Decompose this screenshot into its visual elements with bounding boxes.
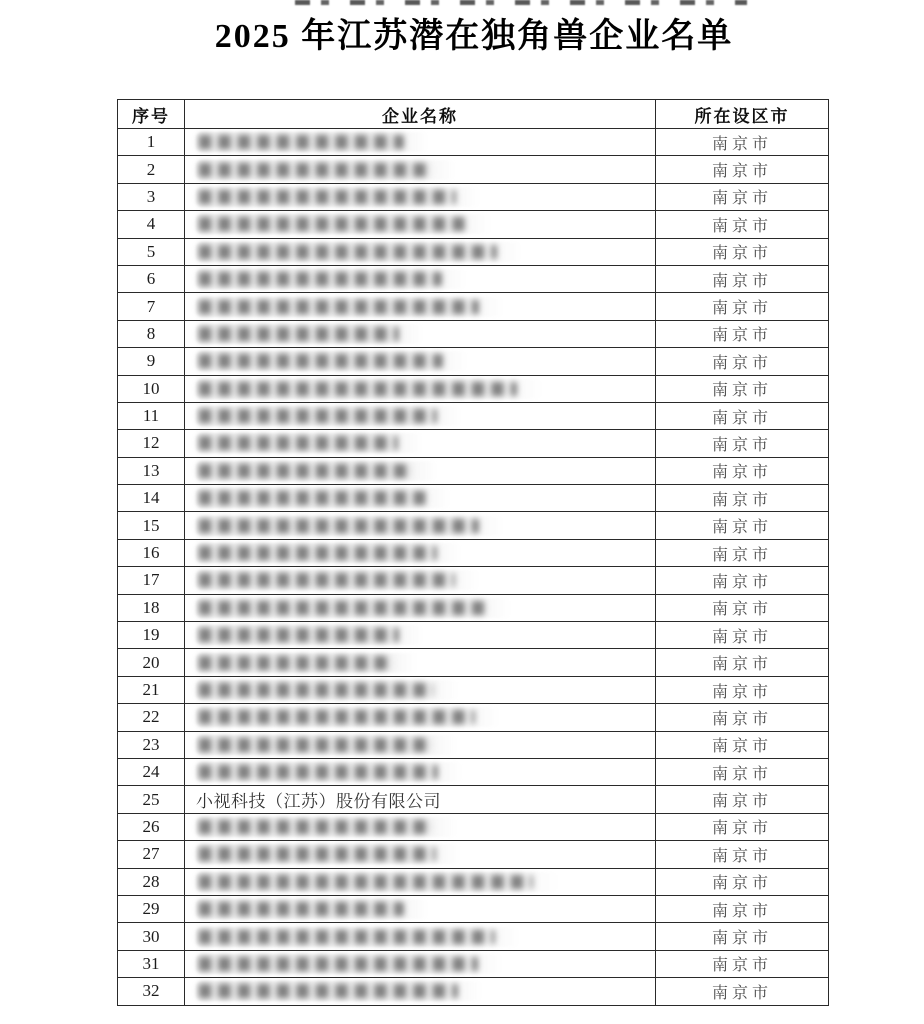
row-number-cell: 17 — [118, 567, 185, 594]
row-number-cell: 14 — [118, 485, 185, 512]
table-row — [118, 731, 829, 758]
table-row — [118, 868, 829, 895]
city-cell: 南京市 — [656, 594, 829, 621]
col-header-serial-number: 序号 — [118, 100, 185, 129]
table-row — [118, 594, 829, 621]
company-name-cell — [185, 923, 656, 950]
city-cell: 南京市 — [656, 923, 829, 950]
city-cell: 南京市 — [656, 183, 829, 210]
row-number-cell: 11 — [118, 402, 185, 429]
company-name-cell — [185, 676, 656, 703]
redacted-company-name — [196, 214, 492, 234]
company-name-cell — [185, 704, 656, 731]
row-number-cell: 1 — [118, 129, 185, 156]
company-name-cell — [185, 594, 656, 621]
row-number-cell: 25 — [118, 786, 185, 813]
row-number-cell: 9 — [118, 348, 185, 375]
city-cell: 南京市 — [656, 758, 829, 785]
city-cell: 南京市 — [656, 539, 829, 566]
table-row — [118, 978, 829, 1005]
company-name-cell — [185, 622, 656, 649]
redacted-company-name — [196, 324, 424, 344]
city-cell: 南京市 — [656, 978, 829, 1005]
row-number-cell: 23 — [118, 731, 185, 758]
redacted-company-name — [196, 598, 512, 618]
row-number-cell: 27 — [118, 841, 185, 868]
company-name-cell — [185, 320, 656, 347]
redacted-company-name — [196, 461, 438, 481]
row-number-cell: 28 — [118, 868, 185, 895]
city-cell: 南京市 — [656, 348, 829, 375]
company-name-cell — [185, 402, 656, 429]
redacted-company-name — [196, 707, 500, 727]
city-cell: 南京市 — [656, 649, 829, 676]
table-row — [118, 402, 829, 429]
redacted-company-name — [196, 680, 459, 700]
row-number-cell: 5 — [118, 238, 185, 265]
redacted-company-name — [196, 817, 458, 837]
table-row — [118, 950, 829, 977]
redacted-company-name — [196, 625, 424, 645]
company-name-cell — [185, 293, 656, 320]
table-row — [118, 348, 829, 375]
city-cell: 南京市 — [656, 457, 829, 484]
row-number-cell: 31 — [118, 950, 185, 977]
city-cell: 南京市 — [656, 786, 829, 813]
row-number-cell: 30 — [118, 923, 185, 950]
company-name-cell — [185, 567, 656, 594]
redacted-company-name — [196, 872, 558, 892]
table-row — [118, 786, 829, 813]
city-cell: 南京市 — [656, 430, 829, 457]
redacted-company-name — [196, 653, 418, 673]
row-number-cell: 20 — [118, 649, 185, 676]
redacted-company-name — [196, 762, 463, 782]
city-cell: 南京市 — [656, 402, 829, 429]
row-number-cell: 21 — [118, 676, 185, 703]
row-number-cell: 10 — [118, 375, 185, 402]
company-name-cell — [185, 895, 656, 922]
city-cell: 南京市 — [656, 265, 829, 292]
row-number-cell: 2 — [118, 156, 185, 183]
company-name-cell — [185, 265, 656, 292]
redacted-company-name — [196, 543, 462, 563]
company-name-cell — [185, 868, 656, 895]
redacted-company-name — [196, 516, 504, 536]
redacted-company-name — [196, 488, 451, 508]
company-name-cell — [185, 348, 656, 375]
city-cell: 南京市 — [656, 211, 829, 238]
redacted-company-name — [196, 899, 429, 919]
table-row — [118, 622, 829, 649]
company-name-cell — [185, 183, 656, 210]
company-list-table — [117, 99, 829, 1006]
table-row — [118, 430, 829, 457]
city-cell: 南京市 — [656, 485, 829, 512]
table-row — [118, 457, 829, 484]
city-cell: 南京市 — [656, 895, 829, 922]
table-row — [118, 567, 829, 594]
city-cell: 南京市 — [656, 813, 829, 840]
redacted-company-name — [196, 433, 423, 453]
company-name-cell — [185, 512, 656, 539]
table-row — [118, 293, 829, 320]
col-header-company-name: 企业名称 — [185, 100, 656, 129]
row-number-cell: 4 — [118, 211, 185, 238]
table-row — [118, 211, 829, 238]
city-cell: 南京市 — [656, 731, 829, 758]
city-cell: 南京市 — [656, 156, 829, 183]
company-name-cell — [185, 539, 656, 566]
city-cell: 南京市 — [656, 129, 829, 156]
city-cell: 南京市 — [656, 950, 829, 977]
company-name-cell — [185, 156, 656, 183]
table-row — [118, 183, 829, 210]
table-row — [118, 813, 829, 840]
redacted-company-name — [196, 187, 481, 207]
city-cell: 南京市 — [656, 293, 829, 320]
city-cell: 南京市 — [656, 841, 829, 868]
table-row — [118, 676, 829, 703]
row-number-cell: 24 — [118, 758, 185, 785]
company-name-cell — [185, 758, 656, 785]
company-name-cell — [185, 813, 656, 840]
redacted-company-name — [196, 132, 429, 152]
company-name-cell — [185, 649, 656, 676]
company-name-cell — [185, 841, 656, 868]
redacted-company-name — [196, 406, 462, 426]
row-number-cell: 29 — [118, 895, 185, 922]
city-cell: 南京市 — [656, 320, 829, 347]
table-row — [118, 265, 829, 292]
table-row — [118, 923, 829, 950]
redacted-company-name — [196, 269, 467, 289]
redacted-company-name — [196, 927, 520, 947]
cropped-text-remnant — [295, 0, 747, 5]
redacted-company-name — [196, 735, 458, 755]
row-number-cell: 15 — [118, 512, 185, 539]
table-body — [118, 129, 829, 1006]
company-name-cell — [185, 211, 656, 238]
company-name-cell — [185, 430, 656, 457]
city-cell: 南京市 — [656, 622, 829, 649]
row-number-cell: 22 — [118, 704, 185, 731]
row-number-cell: 12 — [118, 430, 185, 457]
redacted-company-name — [196, 954, 503, 974]
row-number-cell: 3 — [118, 183, 185, 210]
redacted-company-name — [196, 160, 456, 180]
page-title: 2025 年江苏潜在独角兽企业名单 — [214, 18, 734, 55]
table-row — [118, 156, 829, 183]
row-number-cell: 16 — [118, 539, 185, 566]
table-header-row — [118, 100, 829, 129]
company-name-cell — [185, 731, 656, 758]
table-row — [118, 485, 829, 512]
row-number-cell: 32 — [118, 978, 185, 1005]
city-cell: 南京市 — [656, 567, 829, 594]
city-cell: 南京市 — [656, 868, 829, 895]
table-row — [118, 512, 829, 539]
table-row — [118, 758, 829, 785]
row-number-cell: 8 — [118, 320, 185, 347]
table-row — [118, 704, 829, 731]
redacted-company-name — [196, 844, 461, 864]
city-cell: 南京市 — [656, 512, 829, 539]
company-name-cell — [185, 129, 656, 156]
company-name-cell — [185, 786, 656, 813]
city-cell: 南京市 — [656, 375, 829, 402]
row-number-cell: 18 — [118, 594, 185, 621]
company-name-cell — [185, 978, 656, 1005]
table-row — [118, 649, 829, 676]
company-name-cell — [185, 375, 656, 402]
company-name: 小视科技（江苏）股份有限公司 — [196, 792, 441, 812]
table-row — [118, 841, 829, 868]
redacted-company-name — [196, 242, 522, 262]
col-header-city: 所在设区市 — [656, 100, 829, 129]
table-row — [118, 895, 829, 922]
city-cell: 南京市 — [656, 676, 829, 703]
row-number-cell: 13 — [118, 457, 185, 484]
row-number-cell: 6 — [118, 265, 185, 292]
company-name-cell — [185, 950, 656, 977]
table-row — [118, 320, 829, 347]
table-row — [118, 129, 829, 156]
row-number-cell: 7 — [118, 293, 185, 320]
row-number-cell: 26 — [118, 813, 185, 840]
city-cell: 南京市 — [656, 704, 829, 731]
redacted-company-name — [196, 981, 483, 1001]
row-number-cell: 19 — [118, 622, 185, 649]
company-name-cell — [185, 485, 656, 512]
redacted-company-name — [196, 297, 504, 317]
company-name-cell — [185, 457, 656, 484]
redacted-company-name — [196, 379, 542, 399]
company-name-cell — [185, 238, 656, 265]
redacted-company-name — [196, 351, 468, 371]
table-row — [118, 375, 829, 402]
table-row — [118, 238, 829, 265]
table-row — [118, 539, 829, 566]
redacted-company-name — [196, 570, 480, 590]
city-cell: 南京市 — [656, 238, 829, 265]
